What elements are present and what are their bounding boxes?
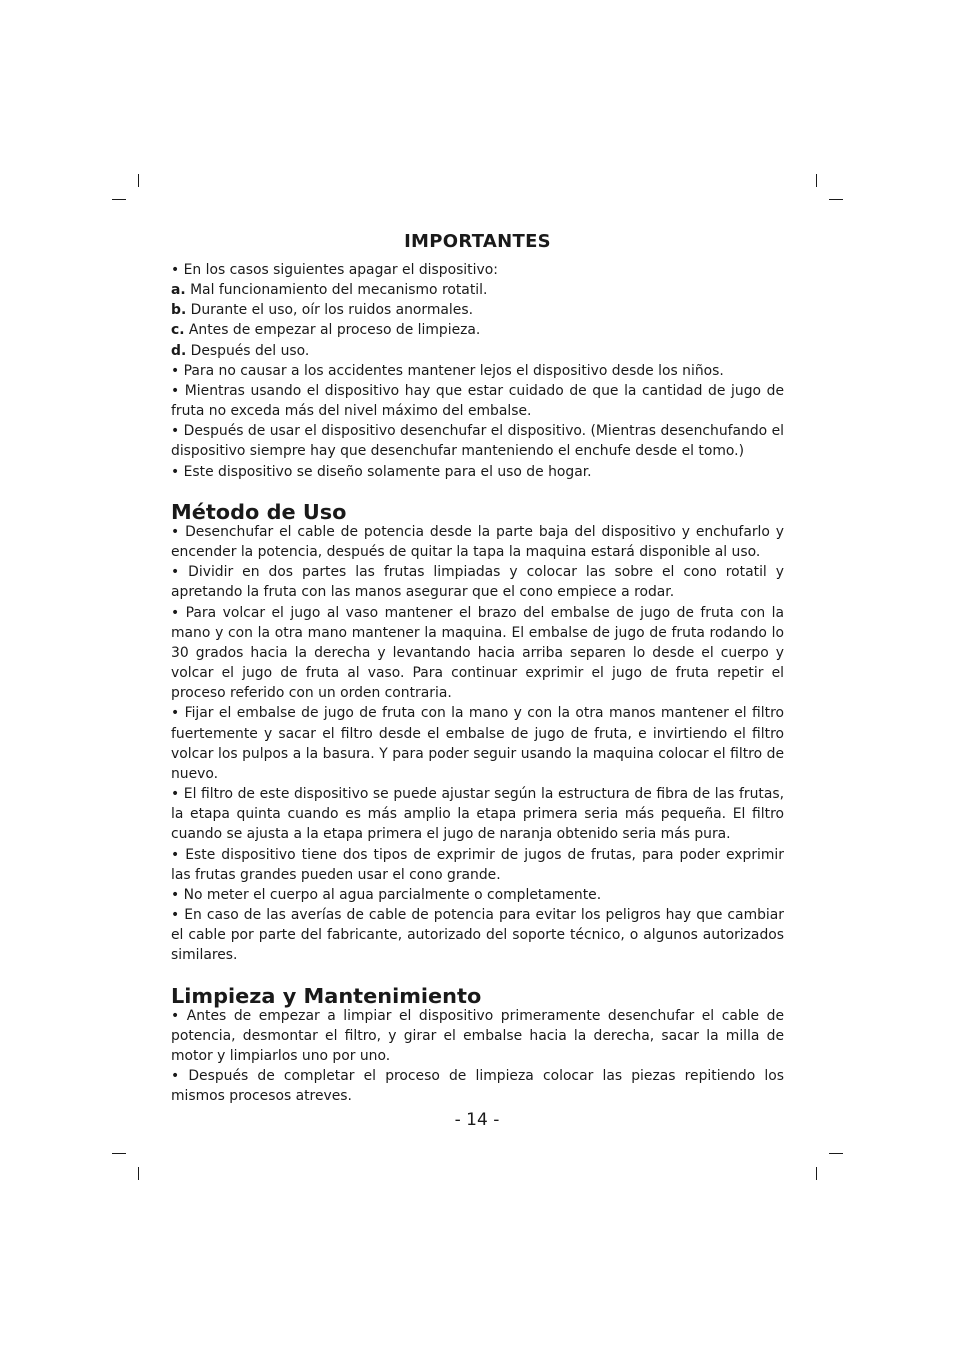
metodo-bullet: • Este dispositivo tiene dos tipos de exprimir de jugos de frutas, para poder exprimir las frutas grandes pueden usar el cono grande.: [171, 846, 784, 883]
limpieza-bullet: • Después de completar el proceso de limpieza colocar las piezas repitiendo los mismos procesos atreves.: [171, 1068, 784, 1105]
item-letter: b.: [171, 302, 187, 319]
item-text: Durante el uso, oír los ruidos anormales.: [186, 302, 473, 319]
section-spacer: [171, 482, 784, 502]
document-body: [171, 228, 784, 1107]
metodo-bullet: • El filtro de este dispositivo se puede ajustar según la estructura de fibra de las frutas, la etapa quinta cuando es más amplio la etapa primera seria más pequeña. El filtro cuando se ajusta a la etapa primera el jugo de naranja obtenido seria más pura.: [171, 786, 784, 843]
item-letter: a.: [171, 282, 186, 299]
item-letter: d.: [171, 342, 187, 359]
metodo-bullet: • Para volcar el jugo al vaso mantener el brazo del embalse de jugo de fruta con la mano y con la otra mano mantener la maquina. El embalse de jugo de fruta rodando lo 30 grados hacia la derecha y levantando hacia arriba separen lo desde el cuerpo y volcar el jugo de fruta al vaso. Para continuar exprimir el jugo de fruta repetir el proceso referido con un orden contraria.: [171, 604, 784, 702]
crop-mark-bottom-left-horizontal: [112, 1153, 126, 1154]
item-text: Mal funcionamiento del mecanismo rotatil.: [185, 282, 488, 299]
metodo-bullet: • Dividir en dos partes las frutas limpiadas y colocar las sobre el cono rotatil y apretando la fruta con las manos asegurar que el cono empiece a rodar.: [171, 564, 784, 601]
crop-mark-bottom-right-vertical: [816, 1167, 817, 1180]
crop-mark-top-left-vertical: [138, 174, 139, 187]
crop-mark-top-right-horizontal: [829, 199, 843, 200]
section-heading-limpieza: Limpieza y Mantenimiento: [171, 983, 482, 1008]
crop-mark-top-right-vertical: [816, 174, 817, 187]
item-letter: c.: [171, 322, 185, 339]
metodo-bullet: • No meter el cuerpo al agua parcialmente o completamente.: [171, 886, 602, 903]
crop-mark-bottom-right-horizontal: [829, 1153, 843, 1154]
crop-mark-bottom-left-vertical: [138, 1167, 139, 1180]
intro-bullet: • Mientras usando el dispositivo hay que estar cuidado de que la cantidad de jugo de fruta no exceda más del nivel máximo del embalse.: [171, 382, 784, 420]
page-number: - 14 -: [454, 1110, 500, 1130]
intro-bullet: • Este dispositivo se diseño solamente para el uso de hogar.: [171, 463, 592, 480]
intro-bullet: • Para no causar a los accidentes mantener lejos el dispositivo desde los niños.: [171, 362, 724, 379]
intro-bullet: • Después de usar el dispositivo desenchufar el dispositivo. (Mientras desenchufando el dispositivo siempre hay que desenchufar manteniendo el enchufe desde el tomo.): [171, 423, 784, 460]
crop-mark-top-left-horizontal: [112, 199, 126, 200]
item-text: Después del uso.: [186, 342, 310, 359]
metodo-bullet: • En caso de las averías de cable de potencia para evitar los peligros hay que cambiar el cable por parte del fabricante, autorizado del soporte técnico, o algunos autorizados similares.: [171, 906, 784, 964]
metodo-bullet: • Desenchufar el cable de potencia desde la parte baja del dispositivo y enchufarlo y encender la potencia, después de quitar la tapa la maquina estará disponible al uso.: [171, 524, 784, 561]
page-title: IMPORTANTES: [404, 231, 551, 252]
intro-item-a: [171, 280, 784, 300]
intro-item-c: [171, 320, 784, 340]
section-spacer: [171, 965, 784, 985]
intro-item-b: [171, 300, 784, 320]
item-text: Antes de empezar al proceso de limpieza.: [184, 322, 481, 339]
limpieza-bullet: • Antes de empezar a limpiar el dispositivo primeramente desenchufar el cable de potencia, desmontar el filtro, y girar el embalse hacia la derecha, sacar la milla de motor y limpiarlos uno por uno.: [171, 1007, 784, 1065]
intro-bullet-1: • En los casos siguientes apagar el dispositivo:: [171, 262, 498, 278]
section-heading-metodo: Método de Uso: [171, 499, 347, 524]
metodo-bullet: • Fijar el embalse de jugo de fruta con la mano y con la otra manos mantener el filtro fuertemente y sacar el filtro desde el embalse de jugo de fruta, e invirtiendo el filtro volcar los pulpos a la basura. Y para poder seguir usando la maquina colocar el filtro de nuevo.: [171, 705, 784, 782]
intro-item-d: [171, 341, 784, 361]
